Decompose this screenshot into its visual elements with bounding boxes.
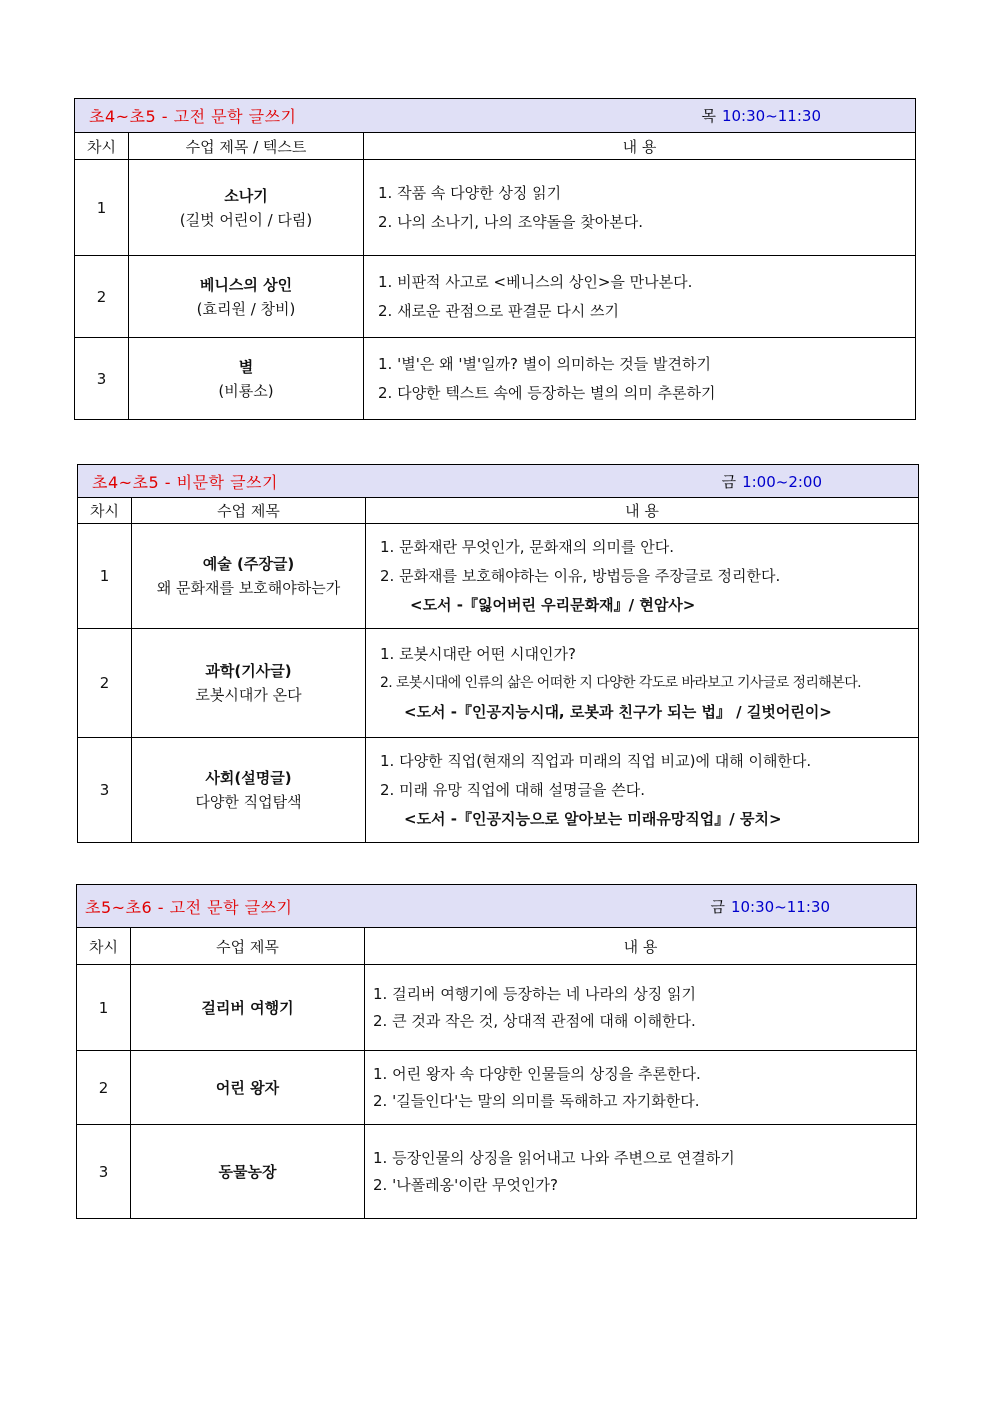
session-number: 1 — [77, 965, 131, 1051]
lesson-content — [365, 1125, 917, 1219]
section-time-range: 10:30~11:30 — [730, 897, 830, 916]
lesson-title-main: 어린 왕자 — [215, 1078, 280, 1097]
content-item: 2. 나의 소나기, 나의 조약돌을 찾아본다. — [378, 212, 644, 231]
col-header-title: 수업 제목 — [131, 928, 365, 965]
lesson-content — [364, 256, 916, 338]
lesson-title — [129, 338, 364, 420]
lesson-title — [129, 256, 364, 338]
section-time-range: 10:30~11:30 — [721, 107, 821, 125]
lesson-content — [366, 524, 919, 629]
section-day: 금 — [721, 472, 737, 491]
content-item: 1. 등장인물의 상징을 읽어내고 나와 주변으로 연결하기 — [373, 1148, 735, 1167]
lesson-content — [365, 1051, 917, 1125]
session-number: 2 — [77, 1051, 131, 1125]
col-header-session: 차시 — [75, 133, 129, 160]
lesson-title — [131, 965, 365, 1051]
lesson-title-main: 별 — [238, 357, 254, 376]
content-item: 1. '별'은 왜 '별'일까? 별이 의미하는 것들 발견하기 — [378, 354, 711, 373]
lesson-title — [131, 1051, 365, 1125]
lesson-title-sub: 로봇시대가 온다 — [195, 686, 302, 704]
section-time — [722, 471, 822, 492]
schedule-table-classic-lit-5-6 — [76, 884, 917, 1219]
lesson-title-main: 소나기 — [224, 186, 268, 205]
session-number: 3 — [75, 338, 129, 420]
book-reference: <도서 -『잃어버린 우리문화재』/ 현암사> — [410, 595, 696, 614]
content-item: 1. 다양한 직업(현재의 직업과 미래의 직업 비교)에 대해 이해한다. — [380, 751, 812, 770]
col-header-title: 수업 제목 — [132, 498, 366, 524]
lesson-content — [366, 738, 919, 843]
session-number: 2 — [75, 256, 129, 338]
session-number: 1 — [78, 524, 132, 629]
content-item: 2. 문화재를 보호해야하는 이유, 방법등을 주장글로 정리한다. — [380, 566, 781, 585]
lesson-title — [132, 629, 366, 738]
table-row — [75, 338, 916, 420]
schedule-table-classic-lit-4-5 — [74, 98, 916, 420]
content-item: 2. 미래 유망 직업에 대해 설명글을 쓴다. — [380, 780, 646, 799]
section-header — [75, 99, 916, 133]
col-header-session: 차시 — [77, 928, 131, 965]
section-title: 초4~초5 - 고전 문학 글쓰기 — [89, 107, 297, 126]
col-header-title: 수업 제목 / 텍스트 — [129, 133, 364, 160]
schedule-table-nonfiction-4-5 — [77, 464, 919, 843]
section-time — [710, 896, 830, 917]
lesson-title-main: 베니스의 상인 — [199, 275, 293, 294]
content-item: 2. '나폴레옹'이란 무엇인가? — [373, 1175, 558, 1194]
lesson-title — [129, 160, 364, 256]
table-row — [75, 256, 916, 338]
section-day: 금 — [710, 897, 725, 916]
col-header-content: 내 용 — [366, 498, 919, 524]
lesson-title-sub: 왜 문화재를 보호해야하는가 — [156, 579, 341, 597]
lesson-title-sub: (효리원 / 창비) — [196, 299, 296, 318]
lesson-title-main: 동물농장 — [218, 1162, 277, 1181]
lesson-title — [132, 738, 366, 843]
content-item: 2. 로봇시대에 인류의 삶은 어떠한 지 다양한 각도로 바라보고 기사글로 정리해본다. — [380, 674, 862, 691]
lesson-title-main: 걸리버 여행기 — [201, 998, 294, 1017]
session-number: 2 — [78, 629, 132, 738]
section-time — [701, 105, 821, 126]
col-header-content: 내 용 — [365, 928, 917, 965]
section-time-range: 1:00~2:00 — [742, 472, 822, 491]
lesson-title-sub: (비룡소) — [218, 381, 274, 400]
lesson-title-sub: (길벗 어린이 / 다림) — [179, 210, 313, 229]
book-reference: <도서 -『인공지능시대, 로봇과 친구가 되는 법』 / 길벗어린이> — [404, 702, 832, 721]
content-item: 1. 걸리버 여행기에 등장하는 네 나라의 상징 읽기 — [373, 984, 696, 1003]
lesson-content — [365, 965, 917, 1051]
table-row — [78, 738, 919, 843]
lesson-content — [366, 629, 919, 738]
table-row — [78, 524, 919, 629]
content-item: 1. 비판적 사고로 <베니스의 상인>을 만나본다. — [378, 272, 693, 291]
lesson-title — [132, 524, 366, 629]
section-header — [77, 885, 917, 928]
session-number: 3 — [78, 738, 132, 843]
lesson-title-main: 예술 (주장글) — [202, 555, 295, 573]
section-title: 초4~초5 - 비문학 글쓰기 — [92, 472, 278, 492]
lesson-content — [364, 160, 916, 256]
lesson-title-main: 사회(설명글) — [205, 769, 292, 787]
content-item: 1. 문화재란 무엇인가, 문화재의 의미를 안다. — [380, 537, 675, 556]
table-row — [75, 160, 916, 256]
content-item: 1. 작품 속 다양한 상징 읽기 — [378, 183, 562, 202]
table-row — [77, 1051, 917, 1125]
content-item: 2. 다양한 텍스트 속에 등장하는 별의 의미 추론하기 — [378, 383, 716, 402]
section-header — [78, 465, 919, 498]
content-item: 1. 어린 왕자 속 다양한 인물들의 상징을 추론한다. — [373, 1064, 701, 1083]
lesson-title-main: 과학(기사글) — [205, 662, 292, 680]
lesson-content — [364, 338, 916, 420]
lesson-title — [131, 1125, 365, 1219]
table-row — [77, 965, 917, 1051]
lesson-title-sub: 다양한 직업탐색 — [195, 793, 302, 811]
table-row — [77, 1125, 917, 1219]
section-title: 초5~초6 - 고전 문학 글쓰기 — [85, 897, 293, 917]
book-reference: <도서 -『인공지능으로 알아보는 미래유망직업』/ 뭉치> — [404, 809, 782, 828]
content-item: 2. '길들인다'는 말의 의미를 독해하고 자기화한다. — [373, 1091, 700, 1110]
table-row — [78, 629, 919, 738]
content-item: 1. 로봇시대란 어떤 시대인가? — [380, 644, 576, 663]
col-header-content: 내 용 — [364, 133, 916, 160]
col-header-session: 차시 — [78, 498, 132, 524]
content-item: 2. 큰 것과 작은 것, 상대적 관점에 대해 이해한다. — [373, 1011, 696, 1030]
section-day: 목 — [701, 107, 716, 125]
session-number: 1 — [75, 160, 129, 256]
session-number: 3 — [77, 1125, 131, 1219]
content-item: 2. 새로운 관점으로 판결문 다시 쓰기 — [378, 301, 620, 320]
